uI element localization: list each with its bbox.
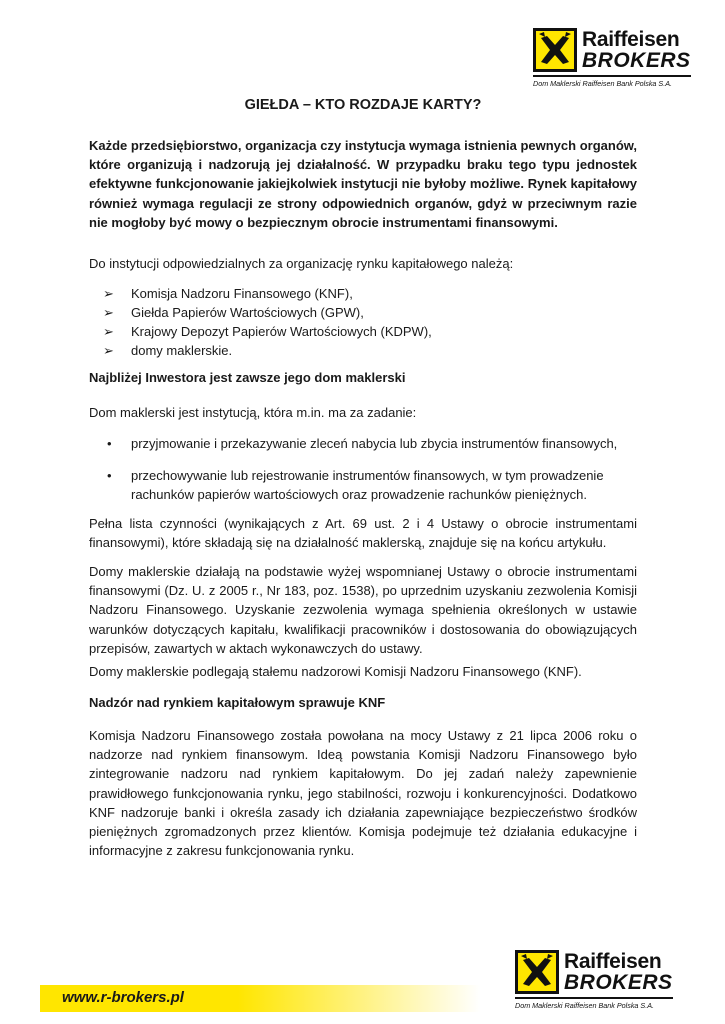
list-item: • przechowywanie lub rejestrowanie instrumentów finansowych, w tym prowadzenie rachunków papierów wartościowych oraz prowadzenie rachunków pieniężnych. [107,466,617,505]
broker-tasks-list [107,434,617,505]
list-item: • przyjmowanie i przekazywanie zleceń nabycia lub zbycia instrumentów finansowych, [107,434,617,454]
logo-brand-text: Raiffeisen [564,949,662,973]
institutions-intro: Do instytucji odpowiedzialnych za organizację rynku kapitałowego należą: [89,256,514,271]
footer-website-link[interactable]: www.r-brokers.pl [62,989,184,1006]
list-item: ➢ Krajowy Depozyt Papierów Wartościowych (KDPW), [103,324,432,339]
logo-tagline: Dom Maklerski Raiffeisen Bank Polska S.A. [515,1001,655,1010]
logo-brand-text: Raiffeisen [582,27,680,51]
bullet-icon: • [107,467,112,483]
arrow-bullet-icon: ➢ [103,305,114,320]
section-heading-broker: Najbliżej Inwestora jest zawsze jego dom maklerski [89,370,406,385]
list-item: ➢ Giełda Papierów Wartościowych (GPW), [103,305,364,320]
arrow-bullet-icon: ➢ [103,286,114,301]
logo-sub-text: BROKERS [564,970,673,994]
institutions-list [103,284,432,360]
logo-sub-text: BROKERS [582,48,691,72]
arrow-bullet-icon: ➢ [103,343,114,358]
raiffeisen-logo-icon [533,28,577,72]
brand-logo-top [533,28,691,88]
bullet-icon: • [107,436,112,451]
list-item: ➢ domy maklerskie. [103,343,233,358]
broker-intro: Dom maklerski jest instytucją, która m.in. ma za zadanie: [89,405,417,420]
lead-paragraph: Każde przedsiębiorstwo, organizacja czy instytucja wymaga istnienia pewnych organów, które organizują i nadzorują jej działalność. W przypadku braku tego typu jednostek efektywne funkcjonowanie jakiejkolwiek instytucji nie byłoby możliwe. Rynek kapitałowy również wymaga regulacji ze strony odpowiednich organów, gdyż w przeciwnym razie nie mogłoby być mowy o bezpiecznym obrocie instrumentami finansowymi. [89,138,637,230]
logo-divider [533,75,691,77]
broker-paragraph-2: Domy maklerskie działają na podstawie wyżej wspomnianej Ustawy o obrocie instrumentami finansowymi (Dz. U. z 2005 r., Nr 183, poz. 1538), po uprzednim uzyskaniu zezwolenia Komisji Nadzoru Finansowego. Uzyskanie zezwolenia wymaga spełnienia określonych w ustawie warunków dotyczących kapitału, kwalifikacji pracowników i dostosowania do obowiązujących przepisów, zawartych w aktach wykonawczych do ustawy. [89,564,637,656]
arrow-bullet-icon: ➢ [103,324,114,339]
page-title: GIEŁDA – KTO ROZDAJE KARTY? [244,97,482,113]
list-item: ➢ Komisja Nadzoru Finansowego (KNF), [103,286,353,301]
knf-paragraph: Komisja Nadzoru Finansowego została powołana na mocy Ustawy z 21 lipca 2006 roku o nadzorze nad rynkiem finansowym. Ideą powstania Komisji Nadzoru Finansowego było zintegrowanie nadzoru nad rynkiem kapitałowym. Do jej zadań należy zapewnienie prawidłowego funkcjonowania rynku, jego stabilności, rozwoju i konkurencyjności. Dodatkowo KNF nadzoruje banki i określa zasady ich działania zapewniające bezpieczeństwo środków pieniężnych zgromadzonych przez klientów. Komisja podejmuje też działania edukacyjne i informacyjne z zakresu funkcjonowania rynku. [89,728,637,859]
section-heading-knf: Nadzór nad rynkiem kapitałowym sprawuje KNF [89,695,386,710]
raiffeisen-logo-icon [515,950,559,994]
broker-paragraph-3: Domy maklerskie podlegają stałemu nadzorowi Komisji Nadzoru Finansowego (KNF). [89,664,582,679]
logo-divider [515,997,673,999]
brand-logo-bottom [515,950,673,1010]
logo-tagline: Dom Maklerski Raiffeisen Bank Polska S.A. [533,79,673,88]
broker-paragraph-1: Pełna lista czynności (wynikających z Art. 69 ust. 2 i 4 Ustawy o obrocie instrumentami finansowymi), które składają się na działalność maklerską, znajduje się na końcu artykułu. [89,516,637,551]
